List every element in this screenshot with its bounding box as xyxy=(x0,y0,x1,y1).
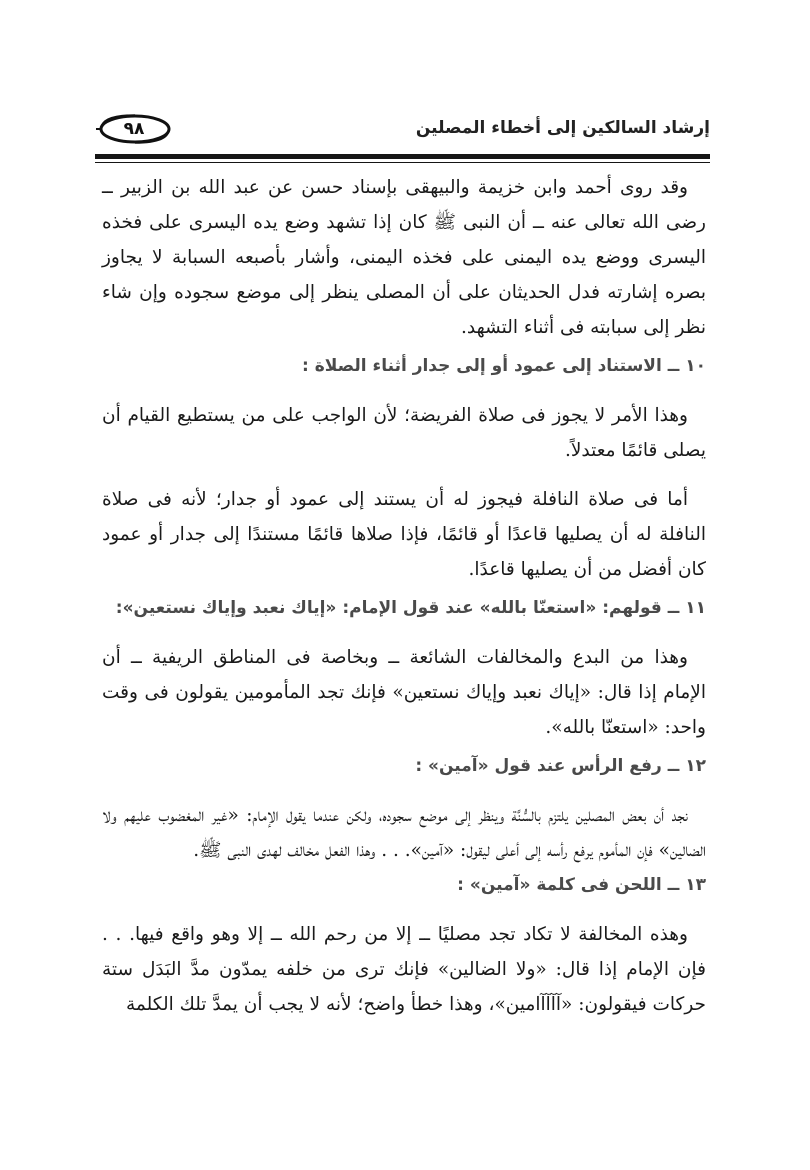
header-rule-thick xyxy=(95,154,710,159)
paragraph-leaning-obligatory: وهذا الأمر لا يجوز فى صلاة الفريضة؛ لأن الواجب على من يستطيع القيام أن يصلى قائمًا معتدلاً. xyxy=(102,405,706,461)
section-heading-12: ١٢ ــ رفع الرأس عند قول «آمين» : xyxy=(415,756,706,776)
section-heading-11: ١١ ــ قولهم: «استعنّا بالله» عند قول الإمام: «إياك نعبد وإياك نستعين»: xyxy=(115,598,706,618)
paragraph-raising-head: نجد أن بعض المصلين يلتزم بالسُّنَّة وينظر إلى موضع سجوده، ولكن عندما يقول الإمام: «غير المغضوب عليهم ولا الضالين» فإن المأموم يرفع رأسه إلى أعلى ليقول: «آمين». . . وهذا الفعل مخالف لهدى النبى ﷺ. xyxy=(102,805,706,861)
paragraph-leaning-voluntary: أما فى صلاة النافلة فيجوز له أن يستند إلى عمود أو جدار؛ لأنه فى صلاة النافلة له أن يصليها قاعدًا أو قائمًا، فإذا صلاها قائمًا مستندًا إلى جدار أو عمود كان أفضل من أن يصليها قاعدًا. xyxy=(102,489,706,580)
running-header-title: إرشاد السالكين إلى أخطاء المصلين xyxy=(415,118,710,138)
paragraph-istaanna-billah: وهذا من البدع والمخالفات الشائعة ــ وبخاصة فى المناطق الريفية ــ أن الإمام إذا قال: «إياك نعبد وإياك نستعين» فإنك تجد المأمومين يقولون فى وقت واحد: «استعنّا بالله». xyxy=(102,647,706,738)
page-body xyxy=(102,170,706,1022)
section-heading-13: ١٣ ــ اللحن فى كلمة «آمين» : xyxy=(457,875,706,895)
page-header xyxy=(95,108,710,152)
header-rule-thin xyxy=(95,162,710,163)
paragraph-tashahhud-gaze: وقد روى أحمد وابن خزيمة والبيهقى بإسناد حسن عن عبد الله بن الزبير ــ رضى الله تعالى عنه ــ أن النبى ﷺ كان إذا تشهد وضع يده اليسرى على فخذه اليسرى ووضع يده اليمنى على فخذه اليمنى، وأشار بأصبعه السبابة لا يجاوز بصره إشارته فدل الحديثان على أن المصلى ينظر إلى موضع سجوده وإن شاء نظر إلى سبابته فى أثناء التشهد. xyxy=(102,177,706,338)
page-number: ٩٨ xyxy=(123,119,145,139)
section-heading-10: ١٠ ــ الاستناد إلى عمود أو إلى جدار أثناء الصلاة : xyxy=(302,356,706,376)
paragraph-amin-mispronunciation: وهذه المخالفة لا تكاد تجد مصليًا ــ إلا من رحم الله ــ إلا وهو واقع فيها. . . فإن الإمام إذا قال: «ولا الضالين» فإنك ترى من خلفه يمدّون مدَّ البَدَل ستة حركات فيقولون: «آآآآامين»، وهذا خطأ واضح؛ لأنه لا يجب أن يمدَّ تلك الكلمة xyxy=(102,924,706,1015)
